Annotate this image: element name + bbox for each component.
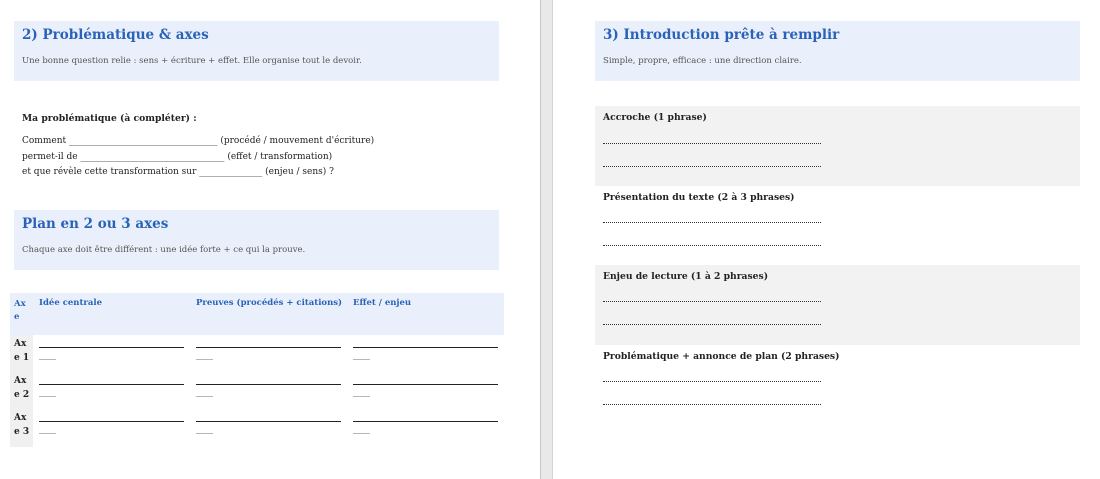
blank-line: [196, 411, 341, 422]
intro-section-label: Problématique + annonce de plan (2 phrases): [603, 351, 840, 362]
table-cell-preuves-2[interactable]: [196, 374, 341, 401]
blank-line: [353, 374, 498, 385]
section-title: 2) Problématique & axes: [22, 27, 209, 43]
table-cell-effet-1[interactable]: [353, 337, 498, 364]
section-subtitle: Simple, propre, efficace : une direction claire.: [603, 56, 802, 66]
axe-label: Ax: [14, 376, 27, 386]
section-subtitle: Une bonne question relie : sens + écriture + effet. Elle organise tout le devoir.: [22, 56, 362, 66]
answer-line[interactable]: [603, 381, 821, 382]
page-gutter: [540, 0, 553, 479]
blank-short: ____: [39, 388, 56, 398]
right-page: [553, 0, 1100, 479]
header-axe-part2: e: [14, 312, 20, 322]
intro-section-presentation: [595, 186, 1080, 266]
blank-line: [353, 411, 498, 422]
section-title: Plan en 2 ou 3 axes: [22, 216, 169, 232]
header-axe-part1: Ax: [14, 299, 26, 309]
answer-line[interactable]: [603, 166, 821, 167]
blank-line: [39, 337, 184, 348]
problematique-line-2[interactable]: permet-il de ________________________________ (effet / transformation): [22, 152, 333, 162]
blank-short: ____: [39, 425, 56, 435]
table-cell-preuves-3[interactable]: [196, 411, 341, 438]
answer-line[interactable]: [603, 324, 821, 325]
blank-line: [39, 411, 184, 422]
section-header-plan: [14, 210, 499, 270]
intro-section-enjeu: [595, 265, 1080, 345]
problematique-label: Ma problématique (à compléter) :: [22, 113, 197, 124]
axe-label: e 2: [14, 390, 30, 400]
blank-short: ____: [39, 351, 56, 361]
answer-line[interactable]: [603, 143, 821, 144]
section-header-problematique: [14, 21, 499, 81]
table-cell-idee-2[interactable]: [39, 374, 184, 401]
answer-line[interactable]: [603, 222, 821, 223]
answer-line[interactable]: [603, 301, 821, 302]
section-title: 3) Introduction prête à remplir: [603, 27, 840, 43]
blank-short: ____: [353, 425, 370, 435]
axe-label: Ax: [14, 413, 27, 423]
table-row-axe-1: [14, 337, 30, 365]
table-row-axe-2: [14, 374, 30, 402]
table-header-idee: Idée centrale: [39, 298, 103, 308]
blank-short: ____: [196, 425, 213, 435]
intro-section-problematique-plan: [595, 345, 1080, 425]
blank-short: ____: [353, 388, 370, 398]
table-cell-idee-1[interactable]: [39, 337, 184, 364]
section-subtitle: Chaque axe doit être différent : une idée forte + ce qui la prouve.: [22, 245, 306, 255]
axe-label: Ax: [14, 339, 27, 349]
problematique-line-1[interactable]: Comment _________________________________ (procédé / mouvement d'écriture): [22, 136, 375, 146]
answer-line[interactable]: [603, 245, 821, 246]
table-header-axe: [14, 298, 26, 324]
table-header-effet: Effet / enjeu: [353, 298, 412, 308]
intro-section-label: Présentation du texte (2 à 3 phrases): [603, 192, 795, 203]
intro-section-accroche: [595, 106, 1080, 186]
intro-section-label: Accroche (1 phrase): [603, 112, 707, 123]
axe-label: e 3: [14, 427, 30, 437]
table-cell-effet-3[interactable]: [353, 411, 498, 438]
section-header-introduction: [595, 21, 1080, 81]
blank-short: ____: [196, 388, 213, 398]
left-page: [0, 0, 540, 479]
blank-line: [196, 337, 341, 348]
axe-label: e 1: [14, 353, 30, 363]
blank-line: [39, 374, 184, 385]
blank-line: [196, 374, 341, 385]
blank-short: ____: [353, 351, 370, 361]
problematique-line-3[interactable]: et que révèle cette transformation sur ______________ (enjeu / sens) ?: [22, 167, 334, 177]
intro-section-label: Enjeu de lecture (1 à 2 phrases): [603, 271, 769, 282]
table-row-axe-3: [14, 411, 30, 439]
table-cell-effet-2[interactable]: [353, 374, 498, 401]
answer-line[interactable]: [603, 404, 821, 405]
blank-short: ____: [196, 351, 213, 361]
table-cell-idee-3[interactable]: [39, 411, 184, 438]
plan-table: [10, 293, 504, 447]
table-cell-preuves-1[interactable]: [196, 337, 341, 364]
blank-line: [353, 337, 498, 348]
table-header: [10, 293, 504, 335]
table-header-preuves: Preuves (procédés + citations): [196, 298, 343, 308]
